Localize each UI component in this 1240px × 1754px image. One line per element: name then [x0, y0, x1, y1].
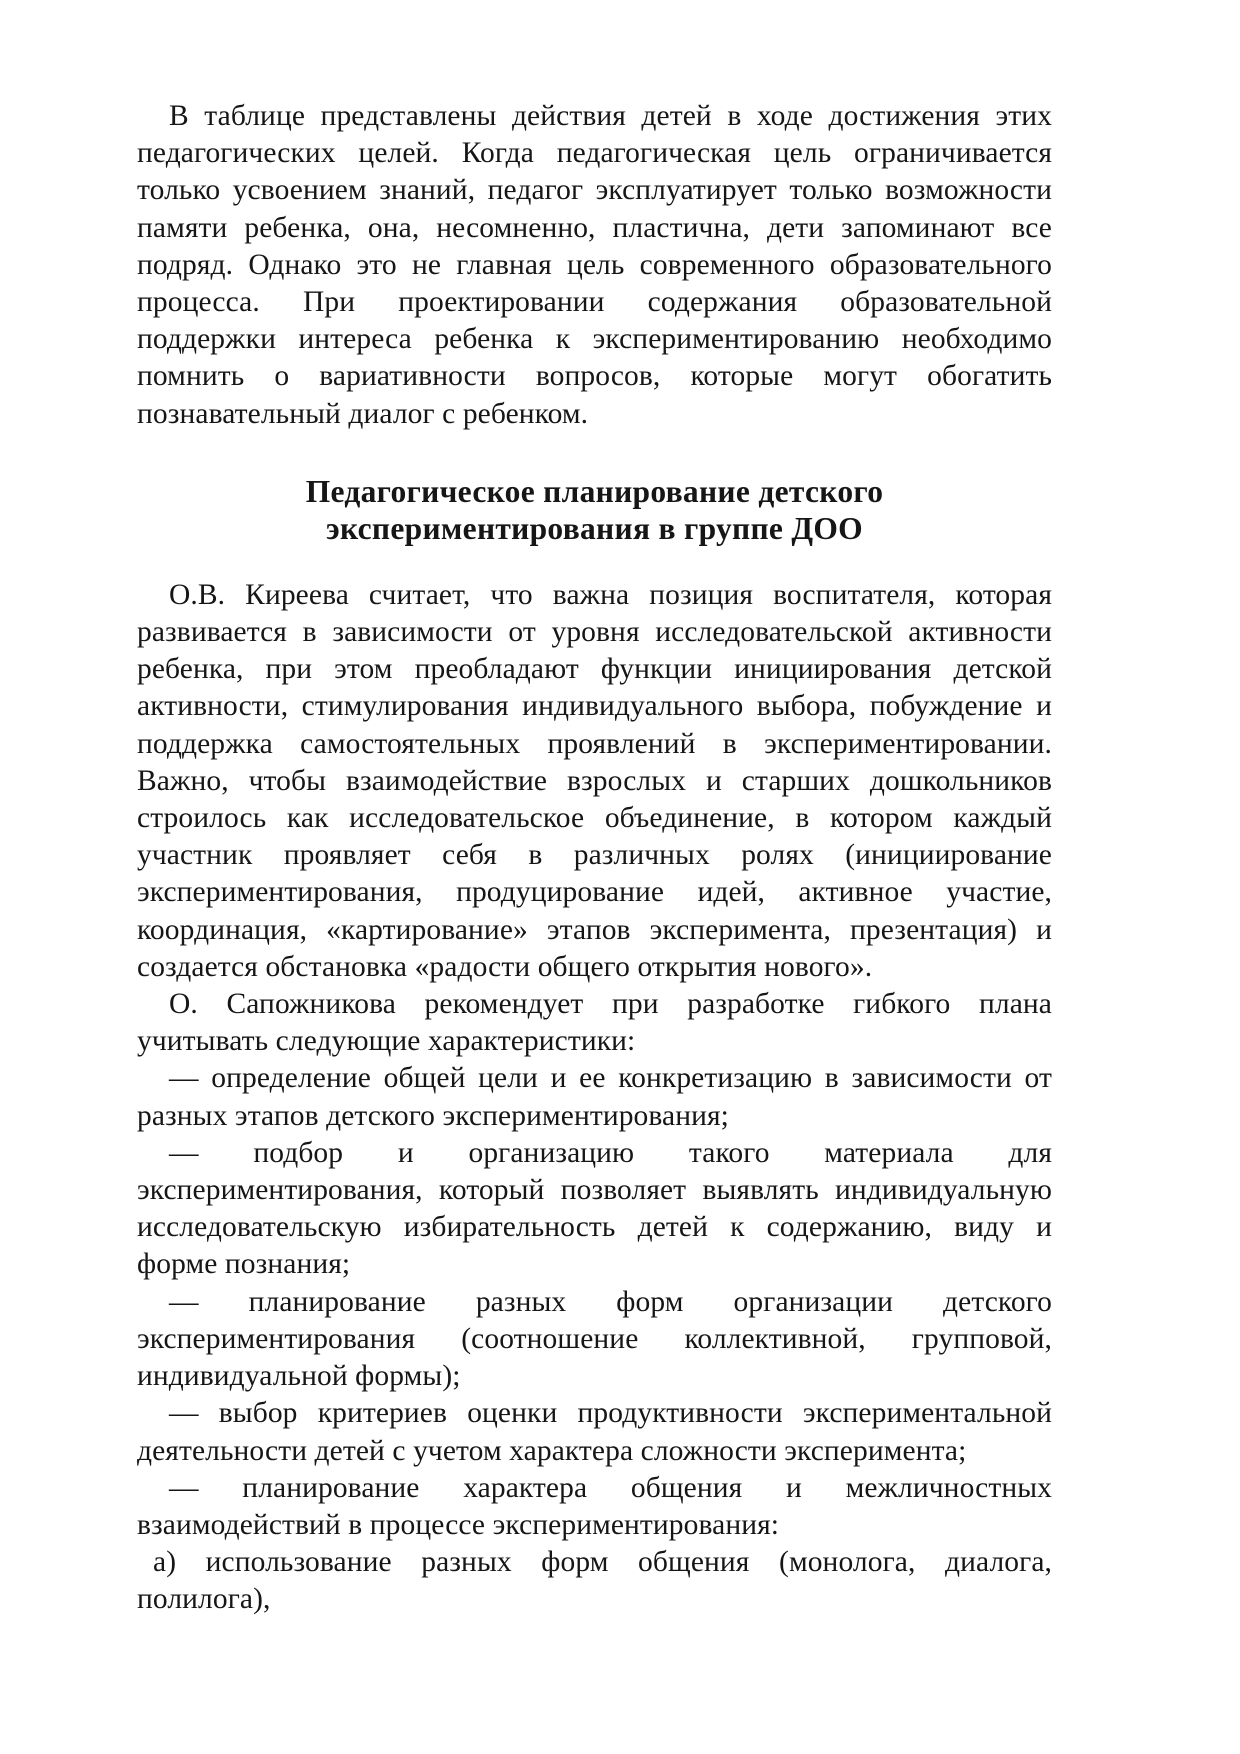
list-item: — планирование разных форм организации детского экспериментирования (соотношение коллективной, групповой, индивидуальной формы); [137, 1285, 1052, 1393]
intro-paragraph: В таблице представлены действия детей в ходе достижения этих педагогических целей. Когда педагогическая цель ограничивается только усвоением знаний, педагог эксплуатирует только возможности памяти ребенка, она, несомненно, пластична, дети запоминают все подряд. Однако это не главная цель современного образовательного процесса. При проектировании содержания образовательной поддержки интереса ребенка к экспериментированию необходимо помнить о вариативности вопросов, которые могут обогатить познавательный диалог с ребенком. [137, 100, 1052, 430]
section-title-line-1: Педагогическое планирование детского [305, 473, 884, 509]
list-item: — планирование характера общения и межличностных взаимодействий в процессе экспериментирования: [137, 1471, 1052, 1541]
section-title [137, 473, 1052, 547]
list-item: — подбор и организацию такого материала для экспериментирования, который позволяет выявлять индивидуальную исследовательскую избирательность детей к содержанию, виду и форме познания; [137, 1136, 1052, 1281]
paragraph-kireeva: О.В. Киреева считает, что важна позиция воспитателя, которая развивается в зависимости от уровня исследовательской активности ребенка, при этом преобладают функции инициирования детской активности, стимулирования индивидуального выбора, побуждение и поддержка самостоятельных проявлений в экспериментировании. Важно, чтобы взаимодействие взрослых и старших дошкольников строилось как исследовательское объединение, в котором каждый участник проявляет себя в различных ролях (инициирование экспериментирования, продуцирование идей, активное участие, координация, «картирование» этапов эксперимента, презентация) и создается обстановка «радости общего открытия нового». [137, 578, 1052, 983]
list-item: — выбор критериев оценки продуктивности экспериментальной деятельности детей с учетом характера сложности эксперимента; [137, 1397, 1052, 1467]
sub-list-item: а) использование разных форм общения (монолога, диалога, полилога), [137, 1546, 1052, 1616]
section-title-line-2: экспериментирования в группе ДОО [326, 510, 863, 546]
document-page [137, 98, 1052, 1619]
list-item: — определение общей цели и ее конкретизацию в зависимости от разных этапов детского экспериментирования; [137, 1062, 1052, 1132]
paragraph-sapozhnikova: О. Сапожникова рекомендует при разработке гибкого плана учитывать следующие характеристики: [137, 988, 1052, 1058]
